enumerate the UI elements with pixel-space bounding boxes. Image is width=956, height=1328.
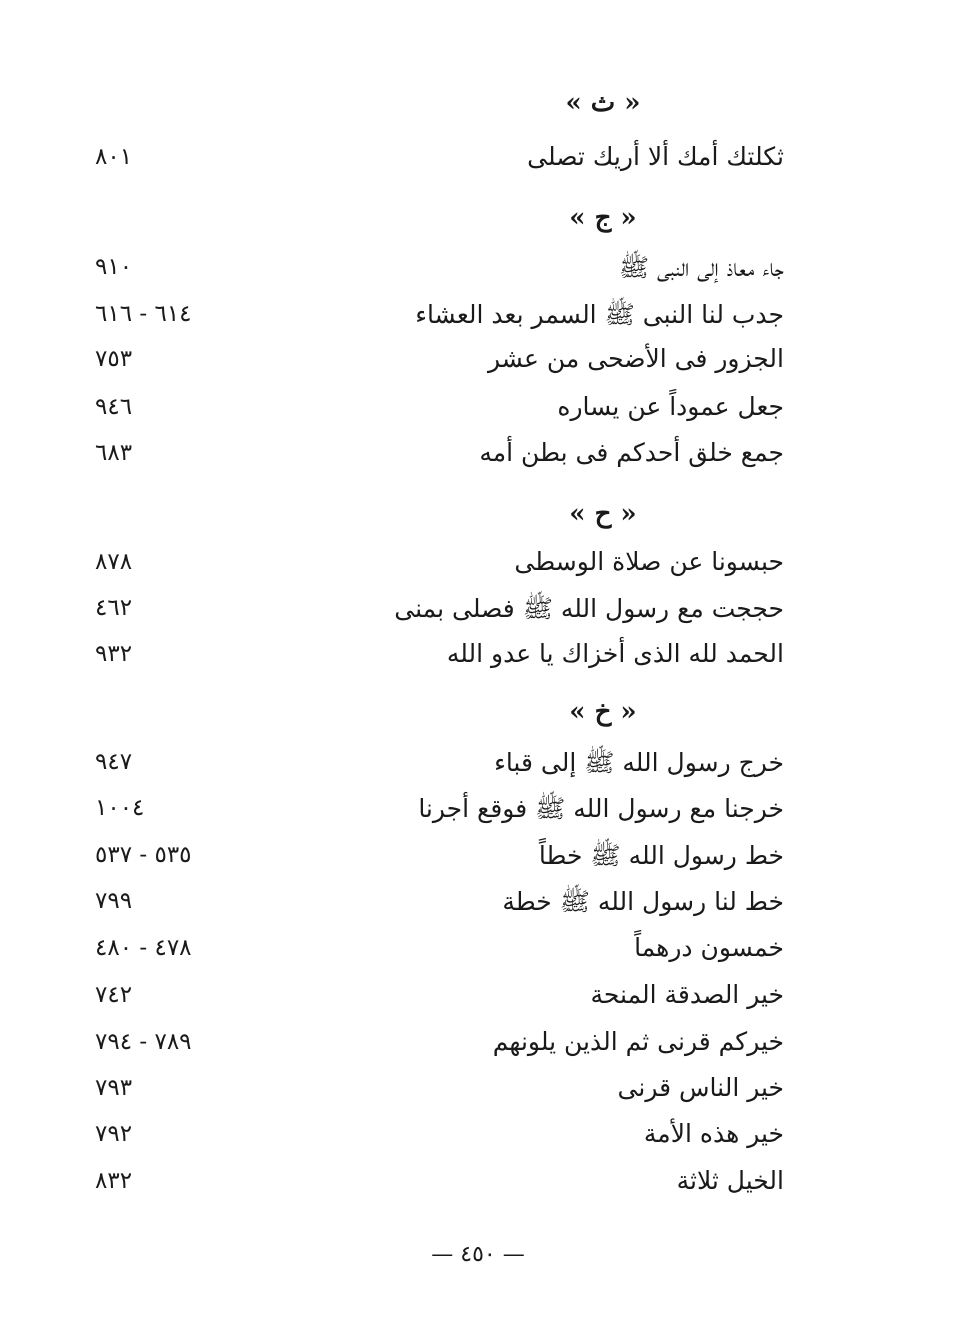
entry-page-ref: ٧٤٢ [95,982,133,1008]
entry-page-ref: ٧٥٣ [95,346,133,372]
page-number: — ٤٥٠ — [431,1242,525,1267]
entry-text: خير هذه الأمة [643,1119,784,1148]
entry-text: جعل عموداً عن يساره [557,392,784,421]
section-heading-ha: « ح » [569,499,637,529]
index-entry [0,547,956,587]
entry-text: ثكلتك أمك ألا أريك تصلى [527,142,784,171]
index-entry [0,593,956,633]
entry-text: خط رسول الله ﷺ خطاً [538,841,784,870]
entry-text: جدب لنا النبى ﷺ السمر بعد العشاء [415,300,784,329]
index-entry [0,840,956,880]
section-heading-kha: « خ » [569,697,637,727]
index-entry [0,793,956,833]
entry-page-ref: ٤٦٢ [95,595,133,621]
index-entry [0,299,956,339]
index-entry [0,1073,956,1113]
entry-page-ref: ٨٧٨ [95,549,133,575]
entry-page-ref: ٨٣٢ [95,1168,133,1194]
entry-page-ref: ٦١٤ - ٦١٦ [95,301,192,327]
entry-text: الحمد لله الذى أخزاك يا عدو الله [446,639,784,668]
entry-page-ref: ٧٩٢ [95,1121,133,1147]
index-entry [0,392,956,432]
entry-page-ref: ٧٩٣ [95,1075,133,1101]
index-entry [0,980,956,1020]
index-entry [0,1166,956,1206]
entry-text: خرج رسول الله ﷺ إلى قباء [494,748,784,777]
entry-text: الجزور فى الأضحى من عشر [487,344,784,373]
entry-page-ref: ٤٧٨ - ٤٨٠ [95,935,192,961]
entry-text: حبسونا عن صلاة الوسطى [514,547,784,576]
entry-page-ref: ٧٨٩ - ٧٩٤ [95,1029,192,1055]
index-entry [0,252,956,292]
index-entry [0,886,956,926]
index-entry [0,1027,956,1067]
entry-text: جاء معاذ إلى النبى ﷺ [618,253,784,282]
entry-text: خير الناس قرنى [617,1073,784,1102]
entry-page-ref: ٩٤٧ [95,749,133,775]
entry-text: خمسون درهماً [634,933,784,962]
entry-page-ref: ٩١٠ [95,254,133,280]
entry-page-ref: ٩٤٦ [95,394,133,420]
entry-page-ref: ١٠٠٤ [95,795,145,821]
entry-text: خير الصدقة المنحة [590,980,784,1009]
entry-page-ref: ٨٠١ [95,144,133,170]
entry-text: خط لنا رسول الله ﷺ خطة [502,887,784,916]
entry-text: خرجنا مع رسول الله ﷺ فوقع أجرنا [418,794,784,823]
entry-text: خيركم قرنى ثم الذين يلونهم [492,1027,784,1056]
index-entry [0,1119,956,1159]
entry-page-ref: ٩٣٢ [95,641,133,667]
index-entry [0,438,956,478]
entry-page-ref: ٥٣٥ - ٥٣٧ [95,842,192,868]
section-heading-jim: « ج » [569,203,637,233]
entry-page-ref: ٦٨٣ [95,440,133,466]
index-entry [0,933,956,973]
index-entry [0,142,956,182]
index-entry [0,344,956,384]
entry-page-ref: ٧٩٩ [95,888,133,914]
section-heading-tha: « ث » [565,88,641,118]
entry-text: الخيل ثلاثة [676,1166,784,1195]
entry-text: جمع خلق أحدكم فى بطن أمه [479,438,784,467]
index-entry [0,747,956,787]
entry-text: حججت مع رسول الله ﷺ فصلى بمنى [394,594,784,623]
index-entry [0,639,956,679]
